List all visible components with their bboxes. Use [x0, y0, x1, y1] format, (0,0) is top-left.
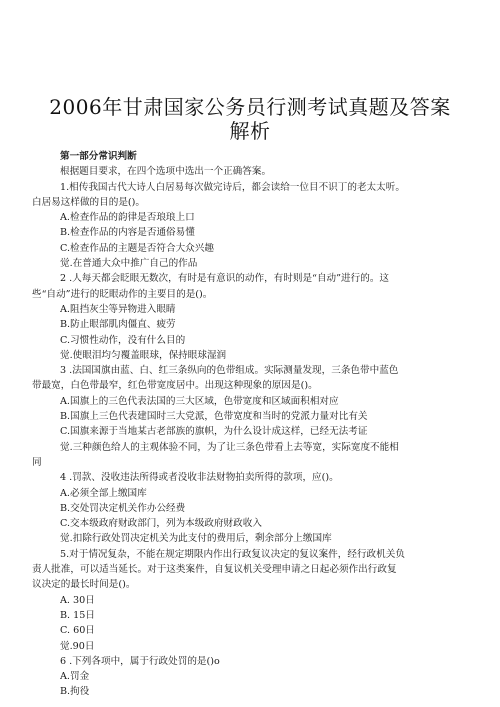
document-title-line-1: 2006年甘肃国家公务员行测考试真题及答案	[49, 95, 451, 119]
question-1-option-b: B.检查作品的内容是否通俗易懂	[60, 227, 195, 239]
question-4-option-c: C.交本级政府财政部门，列为本级政府财政收入	[60, 518, 262, 530]
question-2-option-d: 觉.使眼泪均匀覆盖眼球，保持眼球湿润	[60, 349, 227, 361]
question-4-option-d: 觉.扣除行政处罚决定机关为此支付的费用后，剩余部分上缴国库	[60, 533, 332, 545]
question-2-option-b: B.防止眼部肌肉僵直、疲劳	[60, 319, 176, 331]
document-body	[32, 149, 445, 700]
question-3-option-b: B.国旗上三色代表建国时三大党派，色带宽度和当时的党派力量对比有关	[60, 411, 368, 423]
question-5-option-c: C. 60日	[60, 625, 95, 637]
question-1-text-cont: 白居易这样做的目的是()。	[32, 196, 146, 208]
question-1-option-a: A.检查作品的韵律是否琅琅上口	[60, 212, 195, 224]
question-1-option-c: C.检查作品的主题是否符合大众兴趣	[60, 242, 214, 254]
question-3-option-a: A.国旗上的三色代表法国的三大区域，色带宽度和区域面积相对应	[60, 395, 339, 407]
question-2-text-cont: 些“自动”进行的眨眼动作的主要目的是()。	[32, 288, 213, 300]
question-4-option-a: A.必须全部上缴国库	[60, 487, 147, 499]
instructions: 根据题目要求，在四个选项中选出一个正确答案。	[60, 166, 272, 178]
question-2-text: 2 .人每天都会眨眼无数次，有时是有意识的动作，有时则是“自动”进行的。这	[60, 273, 390, 285]
question-5-option-b: B. 15日	[60, 609, 95, 621]
question-2-option-a: A.阻挡灰尘等异物进入眼睛	[60, 303, 176, 315]
section-heading: 第一部分常识判断	[60, 151, 137, 162]
question-1-text: 1.相传我国古代大诗人白居易每次做完诗后，都会读给一位目不识丁的老太太听。	[60, 181, 405, 193]
question-5-option-d: 觉.90日	[60, 640, 95, 652]
question-6-option-b: B.拘役	[60, 686, 90, 698]
question-3-option-d: 觉.三种颜色给人的主观体验不同，为了让三条色带看上去等宽，实际宽度不能相	[60, 441, 399, 453]
question-2-option-c: C.习惯性动作，没有什么目的	[60, 334, 186, 346]
question-4-option-b: B.交处罚决定机关作办公经费	[60, 502, 186, 514]
question-3-option-c: C.国旗来源于当地某古老部族的旗帜，为什么设计成这样，已经无法考证	[60, 426, 368, 438]
question-3-text-cont: 带最宽，白色带最窄，红色带宽度居中。出现这种现象的原因是()。	[32, 380, 318, 392]
question-3-option-d-cont: 同	[32, 456, 42, 468]
question-6-text: 6 .下列各项中，属于行政处罚的是()o	[60, 655, 220, 667]
question-4-text: 4 .罚款、没收违法所得或者没收非法财物拍卖所得的款项，应()。	[60, 472, 339, 484]
question-6-option-a: A.罚金	[60, 671, 90, 683]
question-5-text: 5.对于情况复杂，不能在规定期限内作出行政复议决定的复议案件，经行政机关负	[60, 548, 405, 560]
question-5-text-cont-2: 议决定的最长时间是()。	[32, 579, 136, 591]
question-5-text-cont-1: 责人批准，可以适当延长。对于这类案件，自复议机关受理申请之日起必须作出行政复	[32, 564, 397, 576]
question-3-text: 3 .法国国旗由蓝、白、红三条纵向的色带组成。实际测量发现，三条色带中蓝色	[60, 365, 399, 377]
question-5-option-a: A. 30日	[60, 594, 95, 606]
question-1-option-d: 觉.在普通大众中推广自己的作品	[60, 258, 198, 270]
document-title-line-2: 解析	[229, 119, 271, 143]
